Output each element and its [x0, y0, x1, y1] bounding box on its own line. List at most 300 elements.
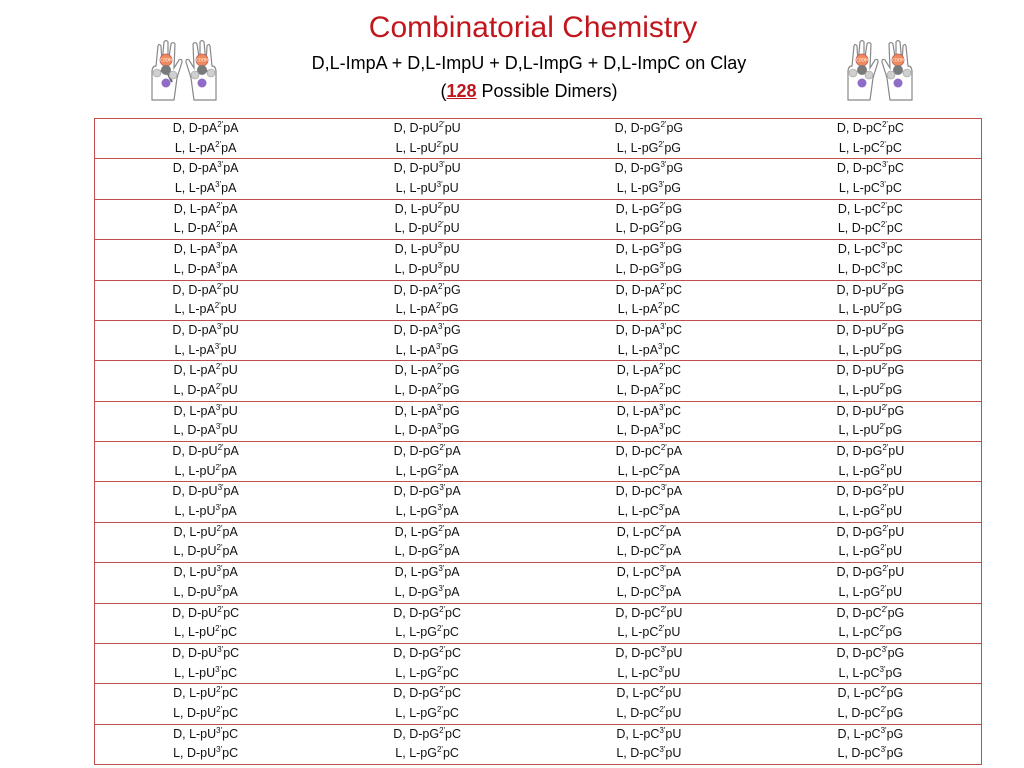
dimer-prefix: D, L-pU: [394, 242, 438, 257]
dimer-prefix: D, D-pG: [393, 686, 440, 701]
dimer-suffix: pA: [221, 140, 237, 155]
logo-label-right: COOH: [855, 57, 869, 63]
dimer-entry: [95, 421, 316, 441]
dimer-suffix: pU: [442, 181, 459, 196]
dimer-entry: [538, 341, 760, 361]
dimer-prefix: L, D-pA: [616, 382, 660, 397]
dimer-entry: [316, 684, 538, 704]
dimer-entry: [95, 684, 316, 704]
linkage-position: 3': [438, 564, 445, 574]
dimer-entry: [538, 725, 760, 745]
linkage-position: 2': [437, 200, 444, 210]
table-cell: [538, 724, 760, 764]
dimer-suffix: pC: [885, 140, 902, 155]
linkage-position: 2': [436, 624, 443, 634]
dimer-entry: [316, 725, 538, 745]
dimer-prefix: L, L-pG: [395, 504, 438, 519]
linkage-position: 3': [214, 341, 221, 351]
dimer-entry: [760, 361, 981, 381]
linkage-position: 3': [660, 160, 667, 170]
linkage-position: 3': [438, 583, 445, 593]
dimer-entry: [760, 119, 981, 139]
dimer-suffix: pA: [666, 484, 683, 499]
dimer-entry: [95, 523, 316, 543]
table-row: [95, 401, 982, 441]
dimer-entry: [538, 462, 760, 482]
dimer-suffix: pA: [665, 524, 682, 539]
linkage-position: 3': [660, 321, 667, 331]
dimer-prefix: D, D-pC: [836, 161, 882, 176]
dimer-prefix: D, D-pG: [836, 565, 883, 580]
linkage-position: 2': [436, 704, 443, 714]
linkage-position: 2': [216, 220, 223, 230]
dimer-suffix: pA: [445, 444, 461, 458]
dimer-entry: [538, 604, 760, 624]
linkage-position: 3': [436, 402, 443, 412]
dimer-prefix: D, D-pA: [615, 282, 661, 297]
dimer-entry: [95, 260, 316, 280]
linkage-position: 3': [881, 644, 888, 654]
linkage-position: 2': [435, 301, 442, 311]
linkage-position: 2': [880, 704, 887, 714]
dimer-entry: [95, 321, 316, 341]
linkage-position: 3': [216, 241, 223, 251]
dimer-prefix: D, L-pG: [615, 242, 660, 257]
dimer-entry: [538, 502, 760, 522]
linkage-position: 2': [216, 523, 223, 533]
table-cell: [95, 724, 317, 764]
linkage-position: 2': [215, 381, 222, 391]
dimer-prefix: L, D-pG: [394, 544, 439, 559]
table-cell: [538, 401, 760, 441]
dimer-entry: [95, 604, 316, 624]
dimer-suffix: pG: [887, 403, 905, 418]
table-cell: [760, 401, 982, 441]
dimer-prefix: L, L-pC: [617, 463, 659, 478]
dimer-prefix: L, D-pA: [173, 261, 217, 276]
linkage-position: 2': [436, 745, 443, 755]
dimer-prefix: D, D-pC: [836, 645, 882, 660]
dimer-entry: [538, 704, 760, 724]
table-cell: [95, 280, 317, 320]
table-cell: [760, 320, 982, 360]
dimer-entry: [95, 402, 316, 422]
table-row: [95, 361, 982, 401]
dimer-prefix: L, D-pA: [394, 382, 437, 397]
dimer-suffix: pC: [445, 726, 462, 741]
linkage-position: 3': [438, 160, 445, 170]
logo-label-left: COOH: [159, 57, 173, 63]
dimer-prefix: L, L-pU: [174, 504, 216, 519]
dimer-suffix: pC: [666, 282, 683, 297]
dimer-entry: [538, 664, 760, 684]
dimer-suffix: pA: [443, 463, 459, 478]
dimer-prefix: D, L-pC: [837, 242, 881, 257]
table-row: [95, 563, 982, 603]
dimer-suffix: pA: [443, 504, 459, 519]
linkage-position: 2': [659, 685, 666, 695]
dimer-prefix: D, L-pG: [394, 565, 439, 580]
table-cell: [95, 442, 317, 482]
dimer-suffix: pG: [442, 403, 460, 418]
dimer-suffix: pC: [445, 605, 462, 620]
dimer-suffix: pU: [665, 705, 682, 720]
dimer-suffix: pA: [664, 463, 681, 478]
dimer-suffix: pG: [886, 746, 904, 761]
dimer-entry: [316, 402, 538, 422]
linkage-position: 2': [439, 644, 446, 654]
dimer-suffix: pU: [888, 565, 905, 580]
dimer-suffix: pG: [885, 665, 903, 680]
linkage-position: 2': [658, 462, 665, 472]
linkage-position: 2': [879, 624, 886, 634]
dimer-prefix: L, L-pA: [174, 342, 215, 357]
dimer-entry: [538, 402, 760, 422]
dimer-entry: [760, 664, 981, 684]
linkage-position: 2': [659, 200, 666, 210]
dimer-prefix: D, D-pG: [836, 444, 883, 458]
linkage-position: 2': [659, 704, 666, 714]
linkage-position: 2': [880, 685, 887, 695]
linkage-position: 3': [217, 160, 224, 170]
dimer-entry: [538, 240, 760, 260]
table-cell: [95, 522, 317, 562]
dimer-prefix: D, D-pC: [615, 484, 661, 499]
dimer-entry: [95, 139, 316, 159]
linkage-position: 2': [438, 523, 445, 533]
dimer-entry: [538, 482, 760, 502]
dimer-entry: [760, 523, 981, 543]
dimer-entry: [95, 341, 316, 361]
dimer-prefix: D, L-pC: [616, 524, 660, 539]
linkage-position: 2': [879, 341, 886, 351]
linkage-position: 3': [658, 180, 665, 190]
linkage-position: 2': [216, 543, 223, 553]
table-row: [95, 482, 982, 522]
table-cell: [316, 401, 538, 441]
table-cell: [538, 240, 760, 280]
dimer-prefix: L, L-pA: [617, 302, 659, 317]
linkage-position: 2': [439, 725, 446, 735]
dimer-prefix: L, D-pU: [394, 261, 438, 276]
dimer-entry: [316, 563, 538, 583]
dimer-entry: [316, 159, 538, 179]
dimer-prefix: D, L-pU: [173, 726, 217, 741]
table-row: [95, 119, 982, 159]
dimer-entry: [760, 281, 981, 301]
dimer-prefix: D, L-pG: [615, 201, 660, 216]
table-cell: [538, 361, 760, 401]
linkage-position: 3': [217, 644, 224, 654]
dimer-prefix: D, D-pG: [614, 161, 661, 176]
dimer-entry: [95, 159, 316, 179]
linkage-position: 3': [217, 483, 224, 493]
dimer-suffix: pU: [666, 605, 683, 620]
dimer-suffix: pA: [665, 584, 682, 599]
linkage-position: 3': [879, 180, 886, 190]
logo-label-right-2: COOH: [891, 57, 905, 63]
table-row: [95, 199, 982, 239]
dimer-prefix: D, D-pA: [172, 121, 218, 135]
linkage-position: 3': [436, 422, 443, 432]
dimer-entry: [760, 623, 981, 643]
dimer-entry: [95, 442, 316, 462]
table-row: [95, 724, 982, 764]
dimer-prefix: L, D-pU: [173, 584, 217, 599]
dimer-prefix: L, D-pC: [616, 746, 660, 761]
dimer-suffix: pA: [444, 544, 460, 559]
dimer-entry: [760, 725, 981, 745]
linkage-position: 2': [437, 462, 444, 472]
dimer-suffix: pA: [222, 242, 238, 257]
linkage-position: 3': [660, 644, 667, 654]
linkage-position: 3': [658, 341, 665, 351]
dimer-entry: [760, 300, 981, 320]
table-cell: [538, 482, 760, 522]
dimer-entry: [760, 583, 981, 603]
table-cell: [538, 119, 760, 159]
dimer-entry: [95, 664, 316, 684]
dimer-suffix: pC: [442, 705, 459, 720]
dimer-suffix: pU: [442, 140, 459, 155]
table-cell: [316, 320, 538, 360]
table-cell: [538, 320, 760, 360]
dimer-suffix: pC: [222, 686, 239, 701]
dimer-suffix: pG: [442, 382, 460, 397]
linkage-position: 2': [438, 543, 445, 553]
dimer-entry: [760, 462, 981, 482]
linkage-position: 2': [881, 281, 888, 291]
dimer-prefix: D, D-pA: [172, 282, 217, 297]
table-cell: [538, 563, 760, 603]
dimer-prefix: D, L-pU: [173, 524, 217, 539]
linkage-position: 2': [217, 443, 224, 452]
dimer-entry: [95, 381, 316, 401]
dimer-suffix: pG: [442, 423, 460, 438]
dimer-suffix: pG: [441, 302, 459, 317]
dimer-prefix: L, L-pC: [838, 181, 880, 196]
dimer-suffix: pA: [221, 504, 237, 519]
dimer-suffix: pG: [885, 302, 903, 317]
dimer-entry: [95, 300, 316, 320]
linkage-position: 3': [438, 321, 444, 331]
dimer-suffix: pG: [664, 140, 682, 155]
dimer-prefix: D, D-pU: [172, 484, 218, 499]
linkage-position: 3': [437, 241, 444, 251]
table-cell: [316, 119, 538, 159]
linkage-position: 3': [659, 402, 666, 412]
table-cell: [760, 724, 982, 764]
linkage-position: 2': [217, 604, 224, 614]
dimer-prefix: D, L-pA: [173, 403, 216, 418]
dimer-prefix: L, L-pG: [395, 463, 438, 478]
linkage-position: 3': [659, 725, 666, 735]
linkage-position: 2': [882, 483, 889, 493]
dimer-prefix: D, L-pC: [837, 201, 881, 216]
linkage-position: 2': [436, 381, 443, 391]
dimer-suffix: pU: [443, 201, 460, 216]
dimer-prefix: L, L-pU: [174, 665, 216, 680]
dimer-suffix: pA: [223, 161, 239, 176]
dimer-entry: [95, 219, 316, 239]
dimer-prefix: L, D-pC: [837, 705, 881, 720]
dimer-prefix: L, L-pG: [616, 181, 659, 196]
linkage-position: 2': [879, 422, 886, 432]
dimer-suffix: pU: [443, 242, 460, 257]
dimer-entry: [95, 583, 316, 603]
dimer-prefix: D, L-pA: [616, 363, 660, 378]
dimer-prefix: D, L-pA: [616, 403, 660, 418]
dimer-entry: [95, 725, 316, 745]
linkage-position: 3': [215, 402, 222, 412]
dimer-suffix: pA: [444, 565, 460, 580]
dimer-prefix: D, D-pC: [836, 605, 882, 620]
dimer-suffix: pC: [885, 181, 902, 196]
dimer-entry: [760, 200, 981, 220]
table-cell: [95, 159, 317, 199]
dimer-suffix: pA: [222, 584, 238, 599]
table-cell: [95, 563, 317, 603]
dimer-entry: [538, 523, 760, 543]
dimer-suffix: pU: [221, 382, 238, 397]
dimer-suffix: pG: [885, 423, 903, 438]
dimer-suffix: pC: [223, 645, 240, 660]
dimer-suffix: pC: [445, 686, 462, 701]
dimer-suffix: pA: [222, 524, 238, 539]
dimer-entry: [95, 563, 316, 583]
dimer-prefix: D, D-pG: [393, 605, 440, 620]
linkage-position: 3': [880, 241, 887, 251]
dimer-prefix: D, D-pG: [836, 524, 883, 539]
dimer-suffix: pG: [442, 363, 460, 378]
linkage-position: 3': [659, 564, 666, 574]
dimer-entry: [95, 744, 316, 764]
linkage-position: 2': [882, 523, 889, 533]
dimer-prefix: L, D-pA: [173, 423, 216, 438]
dimer-prefix: L, L-pU: [395, 140, 437, 155]
dimer-prefix: D, D-pC: [615, 444, 661, 458]
linkage-position: 2': [879, 301, 886, 311]
dimer-suffix: pG: [887, 322, 905, 337]
linkage-position: 2': [660, 120, 667, 129]
dimer-suffix: pA: [222, 565, 238, 580]
dimer-entry: [538, 583, 760, 603]
table-cell: [760, 280, 982, 320]
table-cell: [95, 199, 317, 239]
dimer-entry: [316, 604, 538, 624]
dimer-prefix: L, D-pA: [616, 423, 660, 438]
dimer-suffix: pA: [444, 584, 460, 599]
dimer-prefix: D, D-pG: [614, 121, 661, 135]
dimer-entry: [95, 281, 316, 301]
linkage-position: 3': [215, 664, 222, 674]
linkage-position: 2': [214, 301, 221, 311]
dimer-prefix: D, D-pG: [836, 484, 883, 499]
dimer-entry: [538, 179, 760, 199]
linkage-position: 2': [659, 543, 666, 553]
dimer-prefix: L, D-pC: [837, 221, 881, 236]
dimer-prefix: L, D-pU: [394, 221, 438, 236]
dimer-suffix: pA: [222, 261, 238, 276]
table-cell: [316, 240, 538, 280]
dimer-suffix: pC: [222, 705, 239, 720]
dimer-prefix: L, L-pA: [174, 140, 216, 155]
linkage-position: 2': [880, 583, 887, 593]
dimer-suffix: pA: [222, 221, 238, 236]
linkage-position: 2': [216, 704, 223, 714]
dimer-prefix: D, D-pU: [393, 161, 439, 176]
dimer-prefix: L, D-pU: [173, 544, 217, 559]
dimer-prefix: D, L-pU: [173, 686, 217, 701]
dimer-prefix: D, D-pG: [393, 645, 440, 660]
linkage-position: 3': [216, 725, 223, 735]
dimer-prefix: L, L-pG: [395, 705, 437, 720]
dimer-suffix: pU: [886, 544, 903, 559]
dimer-prefix: L, L-pG: [838, 463, 881, 478]
dimer-suffix: pG: [666, 161, 684, 176]
table-cell: [316, 442, 538, 482]
table-cell: [760, 684, 982, 724]
dimer-suffix: pC: [887, 161, 904, 176]
dimer-entry: [538, 542, 760, 562]
dimer-entry: [760, 604, 981, 624]
dimer-suffix: pG: [885, 342, 903, 357]
table-row: [95, 442, 982, 482]
linkage-position: 3': [658, 664, 665, 674]
dimer-prefix: L, D-pG: [615, 261, 660, 276]
dimer-prefix: D, L-pC: [837, 686, 881, 701]
dimer-suffix: pC: [887, 121, 904, 135]
table-cell: [538, 643, 760, 683]
linkage-position: 2': [216, 200, 223, 210]
linkage-position: 2': [880, 200, 887, 210]
dimer-prefix: L, L-pU: [395, 181, 437, 196]
linkage-position: 2': [215, 139, 222, 149]
dimer-suffix: pC: [221, 625, 238, 640]
dimer-prefix: L, D-pC: [837, 261, 881, 276]
dimer-suffix: pU: [665, 746, 682, 761]
linkage-position: 2': [215, 362, 222, 372]
dimer-suffix: pG: [887, 605, 905, 620]
table-row: [95, 159, 982, 199]
dimer-entry: [95, 200, 316, 220]
dimer-suffix: pC: [222, 726, 239, 741]
table-cell: [538, 199, 760, 239]
dimer-suffix: pU: [220, 302, 237, 317]
dimer-suffix: pU: [444, 121, 461, 135]
dimer-entry: [95, 240, 316, 260]
table-cell: [538, 442, 760, 482]
dimer-entry: [760, 744, 981, 764]
linkage-position: 2': [880, 543, 887, 553]
dimer-suffix: pU: [666, 645, 683, 660]
dimer-prefix: D, D-pU: [172, 605, 218, 620]
count-open-paren: (: [440, 81, 447, 101]
dimer-prefix: L, L-pC: [838, 140, 880, 155]
table-cell: [760, 603, 982, 643]
dimer-prefix: L, L-pG: [616, 140, 659, 155]
dimer-prefix: L, D-pC: [616, 584, 660, 599]
linkage-position: 2': [658, 139, 665, 149]
table-cell: [95, 684, 317, 724]
dimer-suffix: pU: [221, 363, 238, 378]
dimer-prefix: L, D-pC: [837, 746, 881, 761]
dimer-suffix: pG: [664, 181, 682, 196]
dimer-suffix: pA: [666, 444, 683, 458]
dimer-entry: [316, 321, 538, 341]
dimer-entry: [538, 623, 760, 643]
dimer-suffix: pC: [665, 423, 682, 438]
